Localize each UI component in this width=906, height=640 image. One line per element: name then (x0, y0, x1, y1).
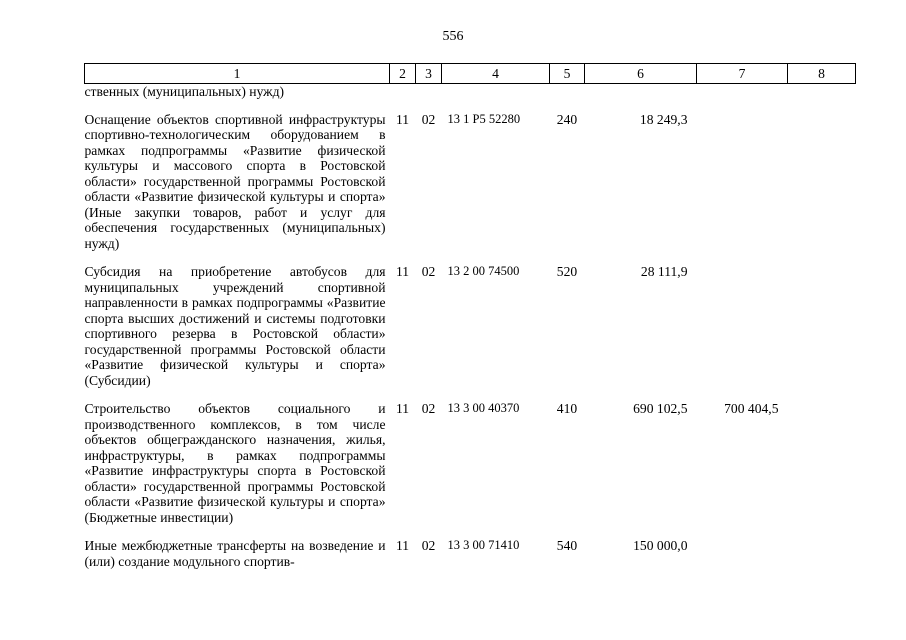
row-target-item: 13 3 00 71410 (447, 538, 520, 552)
table-row (85, 538, 856, 582)
table-row (85, 401, 856, 538)
row-amount-col6: 28 111,9 (640, 264, 688, 279)
column-header-4: 4 (442, 64, 550, 84)
row-description: Строительство объектов социального и производственного комплексов, в том числе объектов общегражданского назначения, жилья, инфраструктуры, в рамках подпрограммы «Развитие инфраструктуры спорта в Ростовской области» государственной программы Ростовской области «Развитие физической культуры и спорта» (Бюджетные инвестиции) (84, 401, 386, 525)
row-target-item: 13 3 00 40370 (447, 401, 520, 415)
column-number-header-row (85, 64, 856, 84)
row-expense-type: 540 (556, 538, 578, 553)
continuation-row (85, 84, 856, 112)
row-amount-col8 (788, 264, 856, 401)
row-expense-type: 240 (556, 111, 578, 127)
column-header-7: 7 (697, 64, 788, 84)
row-section: 11 (395, 111, 410, 127)
column-header-1: 1 (85, 64, 390, 84)
row-description: Субсидия на приобретение автобусов для муниципальных учреждений спортивной направленности в рамках подпрограммы «Развитие спорта высших достижений и системы подготовки спортивного резерва в Ростовской области» государственной программы Ростовской области «Развитие физической культуры и спорта» (Субсидии) (84, 264, 386, 388)
row-amount-col7 (697, 538, 788, 582)
column-header-8: 8 (788, 64, 856, 84)
row-target-item: 13 2 00 74500 (447, 264, 520, 278)
column-header-5: 5 (550, 64, 585, 84)
row-amount-col6: 690 102,5 (633, 401, 688, 416)
row-subsection: 02 (421, 401, 436, 416)
row-amount-col6: 18 249,3 (639, 111, 688, 127)
row-subsection: 02 (421, 264, 436, 279)
row-subsection: 02 (421, 538, 436, 553)
column-header-6: 6 (585, 64, 697, 84)
row-section: 11 (395, 538, 410, 553)
row-amount-col7 (697, 264, 788, 401)
row-amount-col8 (788, 112, 856, 265)
column-header-2: 2 (390, 64, 416, 84)
row-section: 11 (395, 264, 410, 279)
budget-table (84, 63, 856, 582)
row-target-item: 13 1 P5 52280 (447, 111, 521, 126)
column-header-3: 3 (416, 64, 442, 84)
row-description: Оснащение объектов спортивной инфраструктуры спортивно-технологическим оборудованием в рамках подпрограммы «Развитие физической культуры и массового спорта в Ростовской области» государственной программы Ростовской области «Развитие физической культуры и спорта» (Иные закупки товаров, работ и услуг для обеспечения государственных (муниципальных) нужд) (84, 111, 386, 251)
table-row (85, 264, 856, 401)
row-amount-col7 (697, 112, 788, 265)
continuation-text: ственных (муниципальных) нужд) (84, 84, 285, 99)
row-amount-col7: 700 404,5 (724, 401, 779, 416)
page-number: 556 (442, 29, 464, 44)
row-expense-type: 410 (556, 401, 578, 416)
row-amount-col6: 150 000,0 (633, 538, 688, 553)
row-amount-col8 (788, 538, 856, 582)
table-row (85, 112, 856, 265)
row-expense-type: 520 (556, 264, 578, 279)
row-subsection: 02 (421, 111, 436, 127)
row-amount-col8 (788, 401, 856, 538)
row-section: 11 (395, 401, 410, 416)
row-description: Иные межбюджетные трансферты на возведение и (или) создание модульного спортив- (84, 538, 386, 569)
